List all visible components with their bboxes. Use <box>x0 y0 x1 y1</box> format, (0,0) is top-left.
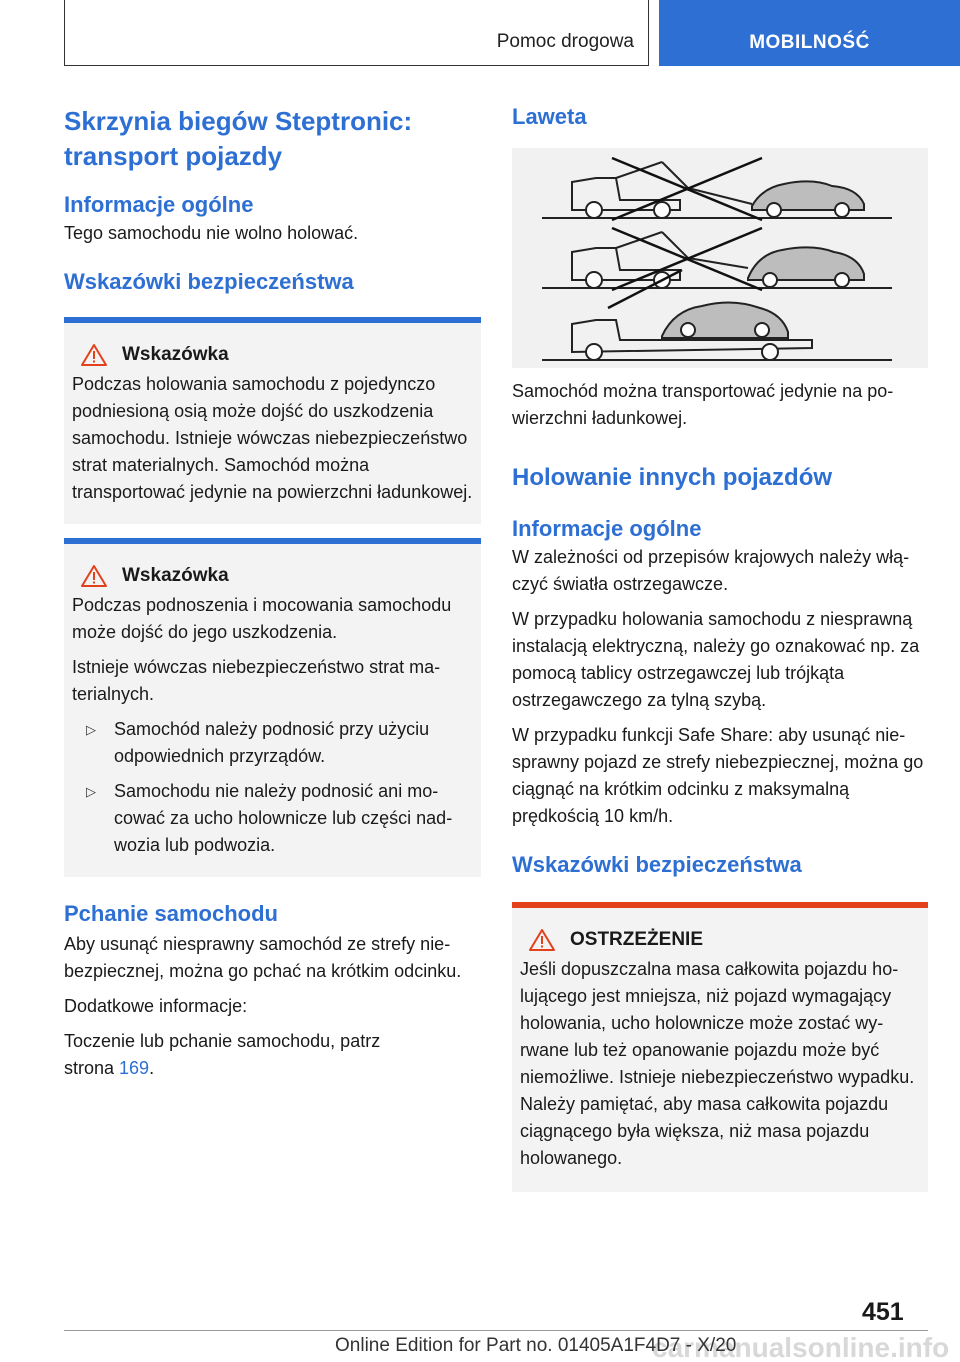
page-number: 451 <box>862 1298 904 1326</box>
note-text: Istnieje wówczas niebezpieczeństwo strat materialnych. <box>72 657 441 704</box>
footer-edition: Online Edition for Part no. 01405A1F4D7 - X/20 <box>335 1335 737 1356</box>
note-box <box>64 317 481 524</box>
more-info-text: Dodatkowe informacje: <box>64 996 248 1016</box>
warning-text: Jeśli dopuszczalna masa całkowita pojazdu holującego jest mniejsza, niż pojazd wymagający holowania, ucho holownicze może zostać wyrwane lub też opanowanie pojazdu może być niemożliwe. Istnieje niebezpieczeństwo wypadku. Należy pamiętać, aby masa całkowita pojazdu ciągnącego była większa, niż masa pojazdu holowanego. <box>520 959 915 1168</box>
other-vehicles-heading: Holowanie innych pojazdów <box>512 464 833 491</box>
paragraph: W przypadku holowania samochodu z niesprawną instalacją elektryczną, należy go oznakować np. za pomocą tablicy ostrzegawczej lub trójkąta ostrzegawczego za tylną szybą. <box>512 609 920 710</box>
page-link[interactable]: 169 <box>119 1058 150 1078</box>
note-box <box>64 538 481 877</box>
list-item <box>86 778 473 859</box>
note-title: Wskazówka <box>122 344 229 365</box>
push-heading: Pchanie samochodu <box>64 901 278 926</box>
note-header <box>80 343 473 367</box>
section-title: Skrzynia biegów Steptronic: transport pojazdy <box>64 106 413 171</box>
towing-methods-diagram <box>512 148 928 368</box>
general-text: Tego samochodu nie wolno holować. <box>64 223 359 243</box>
rolling-text: Toczenie lub pchanie samochodu, patrz strona 169. <box>64 1031 381 1078</box>
general-heading: Informacje ogólne <box>512 516 702 541</box>
general-heading: Informacje ogólne <box>64 192 254 217</box>
tow-heading: Laweta <box>512 104 587 129</box>
list-item-text: Samochód należy podnosić przy użyciu odpowiednich przyrządów. <box>114 719 430 766</box>
note-title: Wskazówka <box>122 565 229 586</box>
note-list <box>86 716 473 859</box>
towing-illustration <box>512 148 928 368</box>
safety-heading: Wskazówki bezpieczeństwa <box>64 269 354 294</box>
push-text: Aby usunąć niesprawny samochód ze strefy niebezpiecznej, można go pchać na krótkim odcinku. <box>64 934 462 981</box>
note-text: Podczas podnoszenia i mocowania samochodu może dojść do jego uszkodzenia. <box>72 595 452 642</box>
footer-divider <box>64 1330 928 1331</box>
left-column <box>64 100 481 1082</box>
figure-caption: Samochód można transportować jedynie na powierzchni ładunkowej. <box>512 381 894 428</box>
header-section-title: Pomoc drogowa <box>496 31 634 52</box>
warning-triangle-icon <box>528 928 556 952</box>
note-header <box>80 564 473 588</box>
note-text: Podczas holowania samochodu z pojedynczo podniesioną osią może dojść do uszkodzenia samochodu. Istnieje wówczas niebezpieczeństwo strat materialnych. Samochód można transportować jedynie na powierzchni ładunkowej. <box>72 374 473 502</box>
right-column <box>512 100 928 1192</box>
warning-triangle-icon <box>80 564 108 588</box>
list-item-text: Samochodu nie należy podnosić ani mocować za ucho holownicze lub części nadwozia lub podwozia. <box>114 781 453 855</box>
watermark-logo: carmanualsonline.info <box>652 1332 950 1362</box>
bullet-triangle-icon: ▷ <box>86 722 96 737</box>
bullet-triangle-icon: ▷ <box>86 784 96 799</box>
safety-heading: Wskazówki bezpieczeństwa <box>512 852 802 877</box>
warning-header <box>528 928 920 952</box>
header-section-box <box>64 0 649 66</box>
list-item <box>86 716 473 770</box>
paragraph: W zależności od przepisów krajowych należy włączyć światła ostrzegawcze. <box>512 547 910 594</box>
warning-title: OSTRZEŻENIE <box>570 929 704 950</box>
warning-triangle-icon <box>80 343 108 367</box>
warning-box <box>512 902 928 1192</box>
header-chapter-tab[interactable] <box>659 0 960 66</box>
header-chapter-label: MOBILNOŚĆ <box>749 32 870 53</box>
paragraph: W przypadku funkcji Safe Share: aby usunąć niesprawny pojazd ze strefy niebezpiecznej, można go ciągnąć na krótkim odcinku z maksymalną prędkością 10 km/h. <box>512 725 924 826</box>
